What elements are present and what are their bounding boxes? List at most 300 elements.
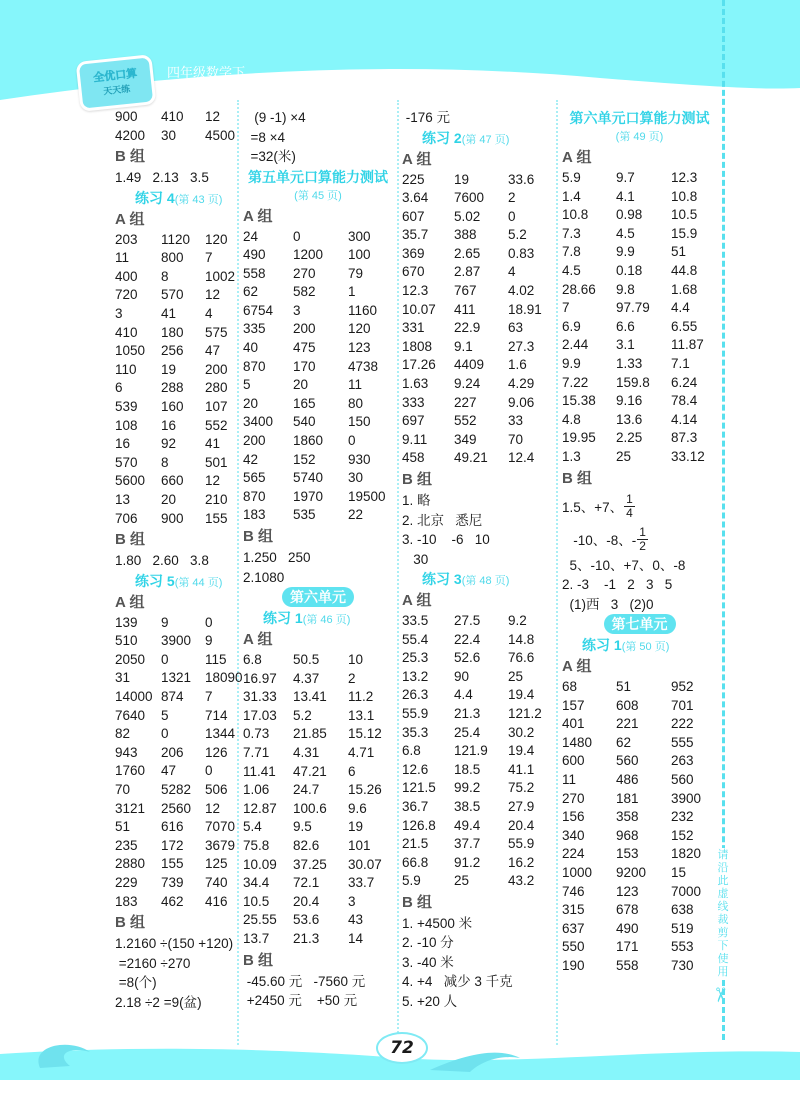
answer-cell: 3121 — [115, 800, 146, 816]
answer-line: 1.49 2.13 3.5 — [115, 170, 209, 186]
answer-cell: 462 — [161, 893, 184, 909]
answer-cell: 280 — [205, 380, 228, 396]
answer-cell: 153 — [616, 846, 639, 862]
answer-cell: 800 — [161, 250, 184, 266]
answer-row — [402, 412, 554, 431]
answer-row — [562, 697, 717, 716]
answer-cell: 19.95 — [562, 430, 596, 446]
answer-cell: 25.3 — [402, 650, 429, 666]
answer-line: (9 -1) ×4 — [243, 110, 306, 125]
answer-line: +2450 元 +50 元 — [243, 993, 358, 1008]
answer-row — [402, 245, 554, 264]
answer-cell: 33.7 — [348, 875, 375, 891]
answer-row — [115, 669, 243, 688]
answer-cell: 7.1 — [671, 355, 690, 371]
answer-cell: 38.5 — [454, 798, 481, 814]
answer-cell: 152 — [293, 451, 316, 467]
answer-cell: 540 — [293, 414, 316, 430]
section-title-text: 练习 1 — [263, 610, 303, 626]
answer-row — [115, 762, 235, 781]
answer-row — [402, 171, 554, 190]
answer-cell: 107 — [205, 399, 228, 415]
answer-row — [402, 189, 554, 208]
answer-cell: 410 — [115, 324, 138, 340]
answer-cell: 25.4 — [454, 724, 481, 740]
section-title — [115, 571, 235, 591]
answer-row — [402, 817, 554, 836]
answer-cell: 1.6 — [508, 357, 527, 373]
answer-cell: 7600 — [454, 190, 485, 206]
answer-cell: 475 — [293, 340, 316, 356]
answer-row — [115, 417, 235, 436]
answer-cell: 490 — [616, 920, 639, 936]
answer-row — [243, 395, 393, 414]
answer-cell: 952 — [671, 679, 694, 694]
answer-cell: 1.3 — [562, 448, 581, 464]
answer-cell: 200 — [205, 361, 228, 377]
answer-cell: 4.5 — [616, 225, 635, 241]
answer-cell: 12 — [205, 800, 221, 816]
answer-row — [402, 631, 554, 650]
answer-cell: 120 — [205, 231, 228, 247]
unit-badge-wrap — [243, 587, 393, 608]
answer-cell: 31.33 — [243, 689, 277, 705]
answer-row — [115, 744, 235, 763]
answer-cell: 12.87 — [243, 800, 277, 816]
answer-cell: 5.9 — [562, 170, 581, 185]
section-title — [562, 635, 717, 655]
answer-line: 3. -10 -6 10 — [402, 532, 490, 547]
group-label: B 组 — [115, 148, 146, 166]
answer-cell: 20 — [161, 492, 177, 507]
answer-cell: 20.4 — [508, 817, 535, 833]
answer-cell: 706 — [115, 510, 138, 526]
answer-row — [562, 957, 717, 976]
answer-cell: 91.2 — [454, 854, 481, 870]
answer-cell: 560 — [671, 771, 694, 787]
answer-cell: 120 — [348, 321, 371, 337]
answer-cell: 75.2 — [508, 780, 535, 796]
answer-cell: 25.55 — [243, 912, 277, 928]
answer-cell: 52.6 — [454, 650, 481, 666]
answer-cell: 78.4 — [671, 393, 698, 409]
group-label: B 组 — [115, 531, 146, 549]
answer-cell: 4.31 — [293, 744, 320, 760]
answer-cell: 7000 — [671, 883, 702, 899]
answer-cell: 14.8 — [508, 631, 535, 647]
answer-cell: 227 — [454, 394, 477, 410]
answer-row — [402, 649, 554, 668]
answer-cell: 570 — [161, 287, 184, 303]
fraction-denominator: 2 — [639, 538, 646, 553]
group-label: B 组 — [402, 893, 433, 911]
answer-row — [562, 243, 717, 262]
answer-cell: 33.6 — [508, 171, 535, 187]
answer-row — [243, 451, 393, 470]
answer-cell: 24.7 — [293, 782, 320, 798]
page-reference: (第 48 页) — [461, 575, 510, 587]
answer-cell: 539 — [115, 399, 138, 415]
answer-row — [115, 268, 235, 287]
answer-cell: 19.4 — [508, 743, 535, 759]
answer-cell: 349 — [454, 431, 477, 447]
answer-row — [402, 835, 554, 854]
answer-cell: 19.4 — [508, 687, 535, 703]
answer-row — [243, 763, 393, 782]
group-label: A 组 — [243, 207, 273, 225]
answer-cell: 315 — [562, 902, 585, 918]
answer-cell: 21.3 — [293, 930, 320, 946]
answer-cell: 5.2 — [293, 707, 312, 723]
answer-cell: 7.8 — [562, 244, 581, 260]
answer-cell: 9 — [205, 633, 213, 649]
answer-cell: 72.1 — [293, 875, 320, 891]
answer-cell: 411 — [454, 301, 476, 317]
answer-cell: 4409 — [454, 357, 485, 373]
answer-cell: 4.4 — [671, 300, 690, 316]
section-title-text: 练习 4 — [135, 189, 175, 206]
answer-cell: 7640 — [115, 707, 146, 723]
answer-cell: 3 — [293, 302, 301, 318]
answer-cell: 1760 — [115, 763, 146, 779]
answer-cell: 42 — [243, 451, 259, 467]
answer-cell: 7 — [562, 300, 570, 316]
answer-row — [115, 286, 235, 305]
answer-cell: 7 — [205, 689, 213, 705]
page-reference: (第 44 页) — [174, 576, 223, 589]
answer-cell: 9.5 — [293, 819, 312, 835]
answer-cell: 80 — [348, 395, 364, 411]
answer-row — [243, 781, 393, 800]
answer-cell: 200 — [243, 433, 266, 449]
answer-row — [402, 779, 554, 798]
group-label: A 组 — [402, 592, 432, 609]
answer-cell: 139 — [115, 614, 138, 630]
answer-cell: 9.24 — [454, 376, 481, 392]
answer-cell: 22 — [348, 507, 364, 523]
answer-cell: 6.55 — [671, 318, 698, 334]
answer-line: 1.2160 ÷(150 +120) — [115, 936, 234, 952]
answer-cell: 14000 — [115, 689, 153, 705]
section-title — [115, 188, 235, 208]
answer-cell: 27.3 — [508, 338, 535, 354]
answer-cell: 9200 — [616, 864, 647, 880]
answer-cell: 50.5 — [293, 652, 320, 667]
answer-cell: 24 — [243, 228, 259, 244]
answer-cell: 180 — [161, 324, 184, 340]
answer-cell: 4500 — [205, 127, 236, 143]
answer-cell: 55.9 — [508, 836, 535, 852]
unit-badge-wrap — [562, 614, 717, 635]
answer-cell: 51 — [115, 819, 131, 835]
answer-row — [243, 893, 393, 912]
answer-row — [243, 688, 393, 707]
answer-cell: 4.71 — [348, 744, 375, 760]
answer-cell: 0.98 — [616, 207, 643, 223]
answer-cell: 2 — [348, 670, 356, 686]
answer-cell: 333 — [402, 394, 425, 410]
answer-row — [243, 856, 393, 875]
answer-cell: 697 — [402, 413, 425, 429]
column-divider — [556, 100, 558, 1045]
answer-cell: 160 — [161, 399, 184, 415]
answer-row — [115, 231, 235, 250]
answer-cell: 232 — [671, 809, 694, 825]
answer-cell: 401 — [562, 716, 585, 732]
answer-cell: 44.8 — [671, 262, 698, 278]
answer-column-3 — [402, 108, 554, 1011]
answer-row — [562, 938, 717, 957]
answer-cell: 5600 — [115, 473, 146, 489]
answer-cell: 17.03 — [243, 707, 277, 723]
answer-cell: 203 — [115, 231, 138, 247]
answer-cell: 7.71 — [243, 744, 270, 760]
answer-row — [562, 429, 717, 448]
answer-row — [115, 837, 235, 856]
answer-row — [562, 790, 717, 809]
answer-cell: 126 — [205, 744, 228, 760]
book-grade-title: 四年级数学下 — [167, 66, 246, 81]
answer-text: 1.5、+7、 — [562, 500, 624, 515]
answer-cell: 49.21 — [454, 450, 488, 466]
answer-cell: 21.85 — [293, 726, 327, 742]
answer-row — [243, 800, 393, 819]
answer-cell: 62 — [616, 734, 632, 750]
answer-cell: 13.7 — [243, 930, 270, 946]
answer-cell: 12.3 — [402, 283, 429, 299]
answer-cell: 1160 — [348, 302, 378, 318]
answer-cell: 36.7 — [402, 798, 429, 814]
answer-cell: 4.8 — [562, 411, 581, 427]
group-label: B 组 — [402, 471, 433, 488]
answer-cell: 638 — [671, 902, 694, 918]
group-label: B 组 — [243, 528, 274, 545]
answer-cell: 35.3 — [402, 724, 429, 740]
answer-cell: 15 — [671, 864, 687, 880]
answer-cell: 224 — [562, 846, 585, 862]
answer-cell: 90 — [454, 668, 470, 684]
answer-cell: 12 — [205, 109, 221, 124]
answer-row — [402, 301, 554, 320]
answer-cell: 37.7 — [454, 836, 481, 852]
answer-cell: 0 — [205, 614, 213, 630]
answer-cell: 9.8 — [616, 281, 635, 297]
unit-badge: 第六单元 — [282, 587, 354, 607]
answer-row — [115, 688, 235, 707]
answer-cell: 13 — [115, 492, 131, 507]
answer-cell: 19 — [161, 361, 177, 377]
answer-row — [562, 678, 717, 697]
answer-cell: 7070 — [205, 819, 236, 835]
answer-line: =8 ×4 — [243, 129, 286, 145]
answer-cell: 553 — [671, 939, 694, 955]
answer-line: 1. 略 — [402, 493, 431, 508]
answer-cell: 1480 — [562, 734, 593, 750]
answer-cell: 256 — [161, 343, 184, 359]
page-reference: (第 47 页) — [461, 133, 510, 146]
group-label: B 组 — [115, 914, 146, 932]
answer-cell: 100.6 — [293, 800, 327, 816]
page-number: 72 — [376, 1032, 428, 1064]
answer-cell: 10.5 — [243, 893, 270, 909]
fraction-numerator: 1 — [626, 491, 633, 506]
book-logo — [76, 54, 157, 112]
answer-cell: 30 — [348, 470, 364, 486]
answer-cell: 0.73 — [243, 726, 270, 742]
section-title — [402, 128, 554, 148]
cut-hint: 请沿此虚线裁剪下使用 — [717, 848, 729, 978]
answer-row — [402, 761, 554, 780]
answer-row — [115, 707, 235, 726]
answer-row — [115, 632, 235, 651]
answer-cell: 1002 — [205, 268, 236, 284]
answer-cell: 13.1 — [348, 707, 375, 723]
answer-row — [243, 930, 393, 949]
answer-cell: 28.66 — [562, 281, 596, 297]
answer-row — [562, 411, 717, 430]
answer-cell: 11.41 — [243, 763, 276, 779]
answer-cell: 2.87 — [454, 264, 481, 280]
answer-cell: 33.5 — [402, 613, 429, 628]
answer-line: -45.60 元 -7560 元 — [243, 973, 366, 989]
answer-cell: 33.12 — [671, 448, 705, 464]
answer-row — [115, 725, 235, 744]
answer-row — [243, 506, 393, 525]
answer-row — [562, 262, 717, 281]
answer-line: =8(个) — [115, 975, 157, 991]
answer-cell: 608 — [616, 697, 639, 713]
answer-cell: 206 — [161, 744, 184, 760]
answer-cell: 9 — [161, 614, 169, 630]
answer-cell: 21.3 — [454, 705, 481, 721]
group-label: B 组 — [562, 469, 593, 487]
answer-cell: 27.9 — [508, 798, 535, 814]
answer-row — [115, 379, 235, 398]
answer-line: -176 元 — [402, 110, 451, 125]
column-divider — [237, 100, 239, 1045]
answer-cell: 10.8 — [562, 207, 589, 223]
answer-row — [402, 263, 554, 282]
answer-cell: 17.26 — [402, 357, 436, 373]
answer-cell: 62 — [243, 284, 259, 300]
answer-cell: 519 — [671, 920, 694, 936]
answer-column-1 — [115, 108, 243, 1012]
answer-line: 5、-10、+7、0、-8 — [562, 557, 686, 573]
answer-cell: 9.16 — [616, 393, 643, 409]
answer-cell: 43 — [348, 912, 364, 928]
answer-cell: 678 — [616, 902, 639, 918]
answer-cell: 8 — [161, 268, 169, 284]
answer-row — [243, 651, 393, 670]
answer-row — [115, 305, 235, 324]
answer-cell: 0.83 — [508, 245, 535, 261]
answer-row — [562, 845, 717, 864]
answer-row — [562, 715, 717, 734]
answer-cell: 75.8 — [243, 837, 270, 853]
answer-line: 1. +4500 米 — [402, 915, 473, 931]
page-reference: (第 46 页) — [302, 614, 351, 626]
answer-cell: 181 — [616, 790, 639, 806]
answer-cell: 66.8 — [402, 854, 429, 870]
answer-cell: 235 — [115, 837, 138, 853]
answer-cell: 13.2 — [402, 668, 429, 684]
answer-row — [115, 800, 235, 819]
section-title — [243, 167, 393, 187]
answer-cell: 3 — [115, 306, 123, 322]
answer-row — [243, 228, 393, 247]
answer-cell: 0 — [348, 433, 356, 449]
answer-cell: 9.9 — [562, 355, 581, 371]
answer-cell: 4738 — [348, 358, 379, 374]
logo-title: 全优口算 — [92, 66, 138, 85]
answer-row — [243, 320, 393, 339]
answer-cell: 1 — [348, 284, 356, 300]
answer-line: 3. -40 米 — [402, 954, 454, 970]
answer-cell: 2.65 — [454, 245, 481, 261]
answer-cell: 3679 — [205, 837, 236, 853]
answer-line: 5. +20 人 — [402, 993, 458, 1009]
answer-cell: 5740 — [293, 470, 324, 486]
answer-cell: 172 — [161, 837, 184, 853]
answer-cell: 740 — [205, 875, 228, 890]
answer-row — [562, 808, 717, 827]
answer-row — [115, 108, 235, 127]
answer-row — [115, 510, 235, 529]
answer-cell: 10 — [348, 652, 364, 667]
answer-cell: 4.37 — [293, 670, 320, 686]
answer-cell: 270 — [293, 265, 316, 281]
answer-cell: 70 — [508, 431, 524, 447]
answer-cell: 1970 — [293, 488, 324, 504]
answer-cell: 150 — [348, 414, 371, 430]
answer-row — [402, 282, 554, 301]
section-title — [562, 108, 717, 128]
answer-row — [115, 855, 235, 874]
answer-cell: 82 — [115, 726, 131, 742]
answer-row — [243, 725, 393, 744]
answer-row — [562, 392, 717, 411]
answer-cell: 7.3 — [562, 225, 581, 241]
answer-line: 30 — [402, 551, 429, 567]
logo-subtitle: 天天练 — [102, 84, 131, 98]
answer-cell: 2.25 — [616, 430, 643, 446]
answer-cell: 300 — [348, 228, 371, 244]
answer-row — [562, 206, 717, 225]
answer-line: =32(米) — [243, 149, 296, 164]
answer-cell: 0 — [293, 228, 301, 244]
answer-cell: 99.2 — [454, 780, 481, 796]
answer-line: 2. -3 -1 2 3 5 — [562, 577, 673, 592]
answer-cell: 1120 — [161, 231, 191, 247]
group-label: A 组 — [115, 210, 145, 228]
answer-cell: 746 — [562, 883, 585, 899]
answer-cell: 19500 — [348, 488, 386, 504]
answer-cell: 7.22 — [562, 374, 589, 390]
answer-cell: 20 — [293, 377, 309, 393]
answer-row — [402, 431, 554, 450]
page-reference: (第 45 页) — [294, 189, 342, 202]
answer-cell: 388 — [454, 227, 477, 243]
answer-cell: 183 — [243, 507, 266, 523]
fraction-answer-line — [562, 523, 717, 556]
answer-cell: 225 — [402, 171, 425, 187]
answer-row — [243, 670, 393, 689]
answer-cell: 15.38 — [562, 393, 596, 409]
answer-cell: 26.3 — [402, 687, 429, 703]
answer-row — [243, 707, 393, 726]
answer-cell: 6.8 — [243, 652, 262, 667]
answer-cell: 874 — [161, 689, 184, 705]
